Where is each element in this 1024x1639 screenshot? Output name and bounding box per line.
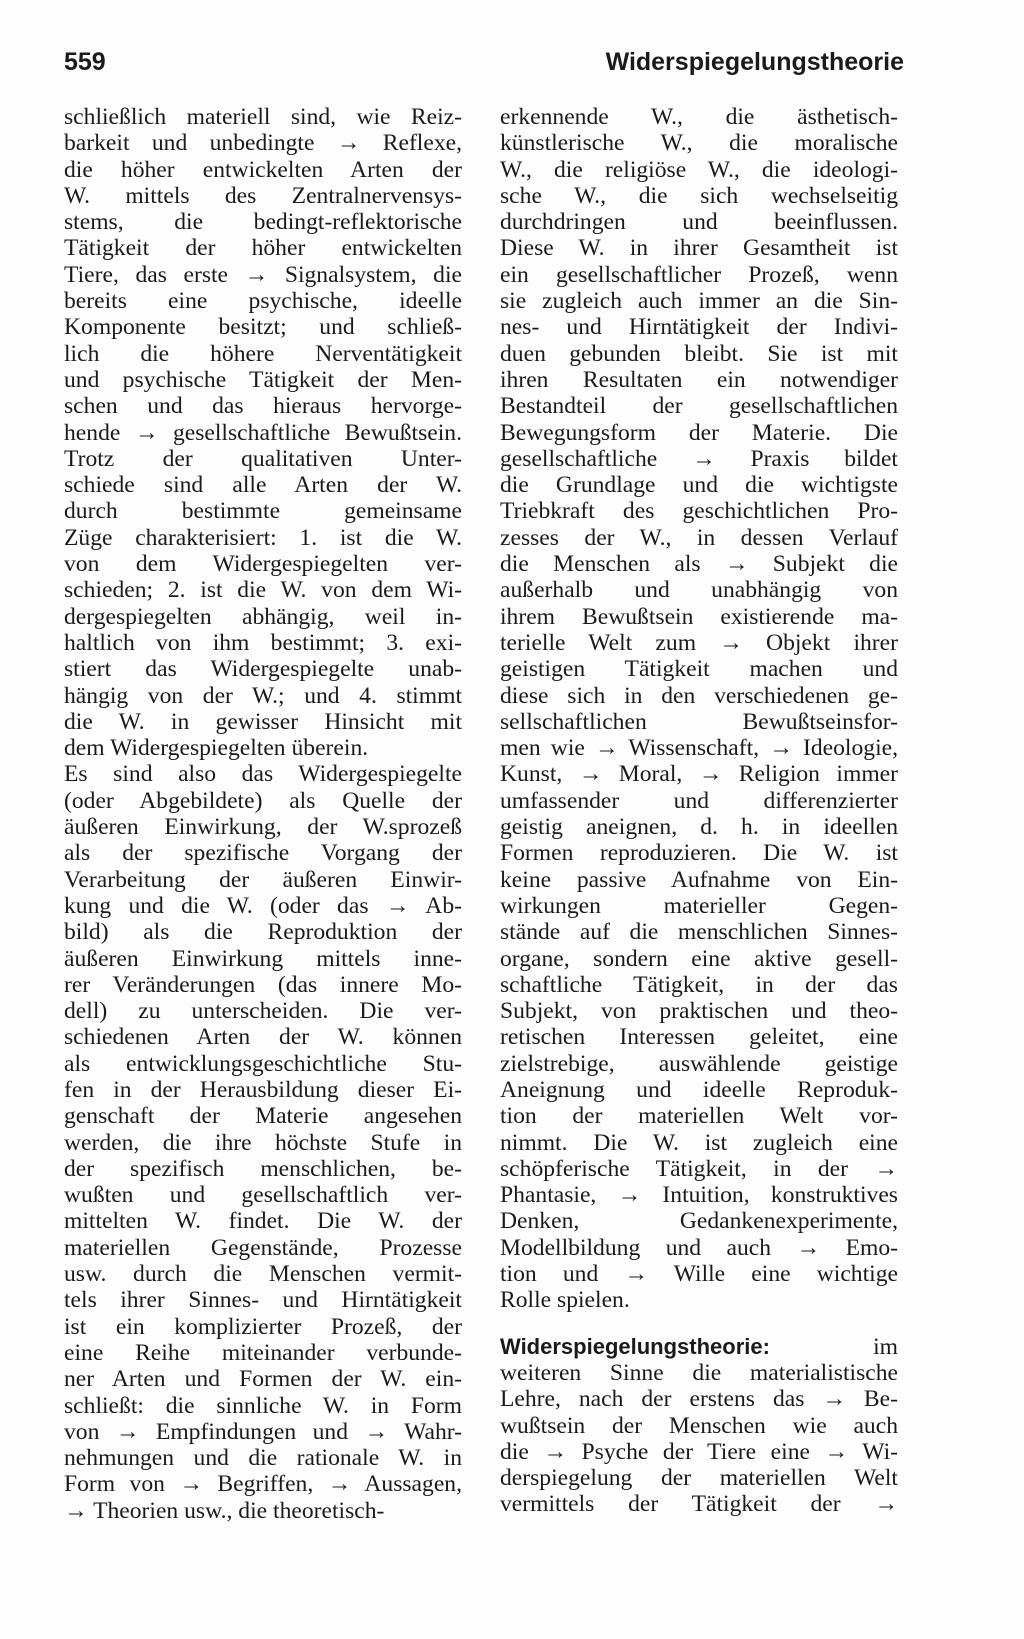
left-column-line: Verarbeitung der äußeren Einwir- [64,866,462,893]
right-column-line: men wie → Wissenschaft, → Ideologie, [500,735,898,762]
right-column-line: umfassender und differenzierter [500,787,898,814]
right-column-line: die Grundlage und die wichtigste [500,472,898,499]
right-column-line: Aneignung und ideelle Reproduk- [500,1076,898,1103]
left-column-line: und psychische Tätigkeit der Men- [64,366,462,393]
left-column-line: barkeit und unbedingte → Reflexe, [64,130,462,157]
right-column-line: geistig aneignen, d. h. in ideellen [500,814,898,841]
left-column-line: bild) als die Reproduktion der [64,919,462,946]
left-column-line: schieden; 2. ist die W. von dem Wi- [64,577,462,604]
entry-headword-line [500,1334,898,1360]
left-column-line: schließt: die sinnliche W. in Form [64,1392,462,1419]
entry-line: weiteren Sinne die materialistische [500,1359,898,1386]
entry-headword: Widerspiegelungstheorie: [500,1333,770,1359]
right-column-line: gesellschaftliche → Praxis bildet [500,445,898,472]
right-column-line: organe, sondern eine aktive gesell- [500,945,898,972]
left-column-line: wußten und gesellschaftlich ver- [64,1182,462,1209]
left-column-line: → Theorien usw., die theoretisch- [64,1497,385,1524]
left-column-line: von dem Widergespiegelten ver- [64,551,462,578]
right-column-line: erkennende W., die ästhetisch- [500,104,898,130]
right-column-line: Triebkraft des geschichtlichen Pro- [500,498,898,525]
right-column-line: wirkungen materieller Gegen- [500,892,898,919]
left-column-line: W. mittels des Zentralnervensys- [64,182,462,209]
right-column-line: stände auf die menschlichen Sinnes- [500,919,898,946]
right-column-line: zielstrebige, auswählende geistige [500,1050,898,1077]
left-column-line: nehmungen und die rationale W. in [64,1445,462,1472]
page-number: 559 [64,48,106,76]
left-column-line: bereits eine psychische, ideelle [64,288,462,315]
left-column-line: materiellen Gegenstände, Prozesse [64,1234,462,1261]
right-column-line: keine passive Aufnahme von Ein- [500,866,898,893]
left-column-line: fen in der Herausbildung dieser Ei- [64,1076,462,1103]
right-column-line: W., die religiöse W., die ideologi- [500,156,898,183]
left-column-line: die höher entwickelten Arten der [64,156,462,183]
right-column-line: Modellbildung und auch → Emo- [500,1234,898,1261]
right-column-line: schaftliche Tätigkeit, in der das [500,971,898,998]
entry-line: die → Psyche der Tiere eine → Wi- [500,1438,898,1465]
right-column-line: durchdringen und beeinflussen. [500,209,898,236]
right-column-line: ein gesellschaftlicher Prozeß, wenn [500,261,898,288]
left-column-line: dem Widergespiegelten überein. [64,735,369,762]
left-column-line: die W. in gewisser Hinsicht mit [64,708,462,735]
left-column-line: usw. durch die Menschen vermit- [64,1261,462,1288]
right-column-line: künstlerische W., die moralische [500,130,898,157]
entry-line: vermittels der Tätigkeit der → [500,1491,898,1518]
entry-line: Lehre, nach der erstens das → Be- [500,1386,898,1413]
left-column-line: hängig von der W.; und 4. stimmt [64,682,462,709]
left-column-line: von → Empfindungen und → Wahr- [64,1418,462,1445]
left-column-line: rer Veränderungen (das innere Mo- [64,971,462,998]
left-column-line: schen und das hieraus hervorge- [64,393,462,420]
right-column-line: Rolle spielen. [500,1287,630,1314]
left-column-line: äußeren Einwirkung mittels inne- [64,945,462,972]
right-column-line: Kunst, → Moral, → Religion immer [500,761,898,788]
left-column-line: lich die höhere Nerventätigkeit [64,340,462,367]
left-column-line: ist ein komplizierter Prozeß, der [64,1313,462,1340]
left-column-line: äußeren Einwirkung, der W.sprozeß [64,814,462,841]
left-column-line: tels ihrer Sinnes- und Hirntätigkeit [64,1287,462,1314]
left-column-line: stiert das Widergespiegelte unab- [64,656,462,683]
right-column-line: schöpferische Tätigkeit, in der → [500,1155,898,1182]
left-column-line: schließlich materiell sind, wie Reiz- [64,104,462,130]
left-column-line: Tätigkeit der höher entwickelten [64,235,462,262]
right-column-line: Formen reproduzieren. Die W. ist [500,840,898,867]
left-column-line: eine Reihe miteinander verbunde- [64,1339,462,1366]
left-column-line: werden, die ihre höchste Stufe in [64,1129,462,1156]
right-column-line: außerhalb und unabhängig von [500,577,898,604]
left-column-line: Tiere, das erste → Signalsystem, die [64,261,462,288]
left-column-line: (oder Abgebildete) als Quelle der [64,787,462,814]
right-column-line: Subjekt, von praktischen und theo- [500,998,898,1025]
left-column-line: ner Arten und Formen der W. ein- [64,1366,462,1393]
entry-line: derspiegelung der materiellen Welt [500,1465,898,1492]
left-column-line: schiede sind alle Arten der W. [64,472,462,499]
left-column-line: genschaft der Materie angesehen [64,1103,462,1130]
right-column-line: Bewegungsform der Materie. Die [500,419,898,446]
left-column-line: Trotz der qualitativen Unter- [64,445,462,472]
right-column-line: ihren Resultaten ein notwendiger [500,366,898,393]
right-column-line: tion und → Wille eine wichtige [500,1261,898,1288]
left-column-line: der spezifisch menschlichen, be- [64,1155,462,1182]
left-column [64,104,462,1524]
right-column-line: nes- und Hirntätigkeit der Indivi- [500,314,898,341]
right-column-line: geistigen Tätigkeit machen und [500,656,898,683]
left-column-line: als entwicklungsgeschichtliche Stu- [64,1050,462,1077]
left-column-line: stems, die bedingt-reflektorische [64,209,462,236]
entry-line: wußtsein der Menschen wie auch [500,1412,898,1439]
left-column-line: schiedenen Arten der W. können [64,1024,462,1051]
right-column-line: duen gebunden bleibt. Sie ist mit [500,340,898,367]
right-column-line: diese sich in den verschiedenen ge- [500,682,898,709]
right-column-line: retischen Interessen geleitet, eine [500,1024,898,1051]
running-head: Widerspiegelungstheorie [605,48,904,76]
right-column-line: die Menschen als → Subjekt die [500,551,898,578]
left-column-line: haltlich von ihm bestimmt; 3. exi- [64,629,462,656]
left-column-line: hende → gesellschaftliche Bewußtsein. [64,419,462,446]
right-column-line: sellschaftlichen Bewußtseinsfor- [500,708,898,735]
left-column-line: durch bestimmte gemeinsame [64,498,462,525]
right-column-line: Bestandteil der gesellschaftlichen [500,393,898,420]
right-column [500,104,898,1518]
right-column-line: ihrem Bewußtsein existierende ma- [500,603,898,630]
left-column-line: kung und die W. (oder das → Ab- [64,892,462,919]
right-column-line: sie zugleich auch immer an die Sin- [500,288,898,315]
left-column-line: Es sind also das Widergespiegelte [64,761,462,788]
entry-first-line-text: im [873,1333,898,1360]
left-column-line: mittelten W. findet. Die W. der [64,1208,462,1235]
left-column-line: Form von → Begriffen, → Aussagen, [64,1471,462,1498]
right-column-line: tion der materiellen Welt vor- [500,1103,898,1130]
right-column-line: nimmt. Die W. ist zugleich eine [500,1129,898,1156]
right-column-line: sche W., die sich wechselseitig [500,182,898,209]
left-column-line: dergespiegelten abhängig, weil in- [64,603,462,630]
left-column-line: Züge charakterisiert: 1. ist die W. [64,524,462,551]
right-column-line: terielle Welt zum → Objekt ihrer [500,629,898,656]
right-column-line: Diese W. in ihrer Gesamtheit ist [500,235,898,262]
right-column-line: zesses der W., in dessen Verlauf [500,524,898,551]
right-column-line: Denken, Gedankenexperimente, [500,1208,898,1235]
left-column-line: als der spezifische Vorgang der [64,840,462,867]
right-column-line: Phantasie, → Intuition, konstruktives [500,1182,898,1209]
left-column-line: dell) zu unterscheiden. Die ver- [64,998,462,1025]
page-header [64,48,904,88]
left-column-line: Komponente besitzt; und schließ- [64,314,462,341]
